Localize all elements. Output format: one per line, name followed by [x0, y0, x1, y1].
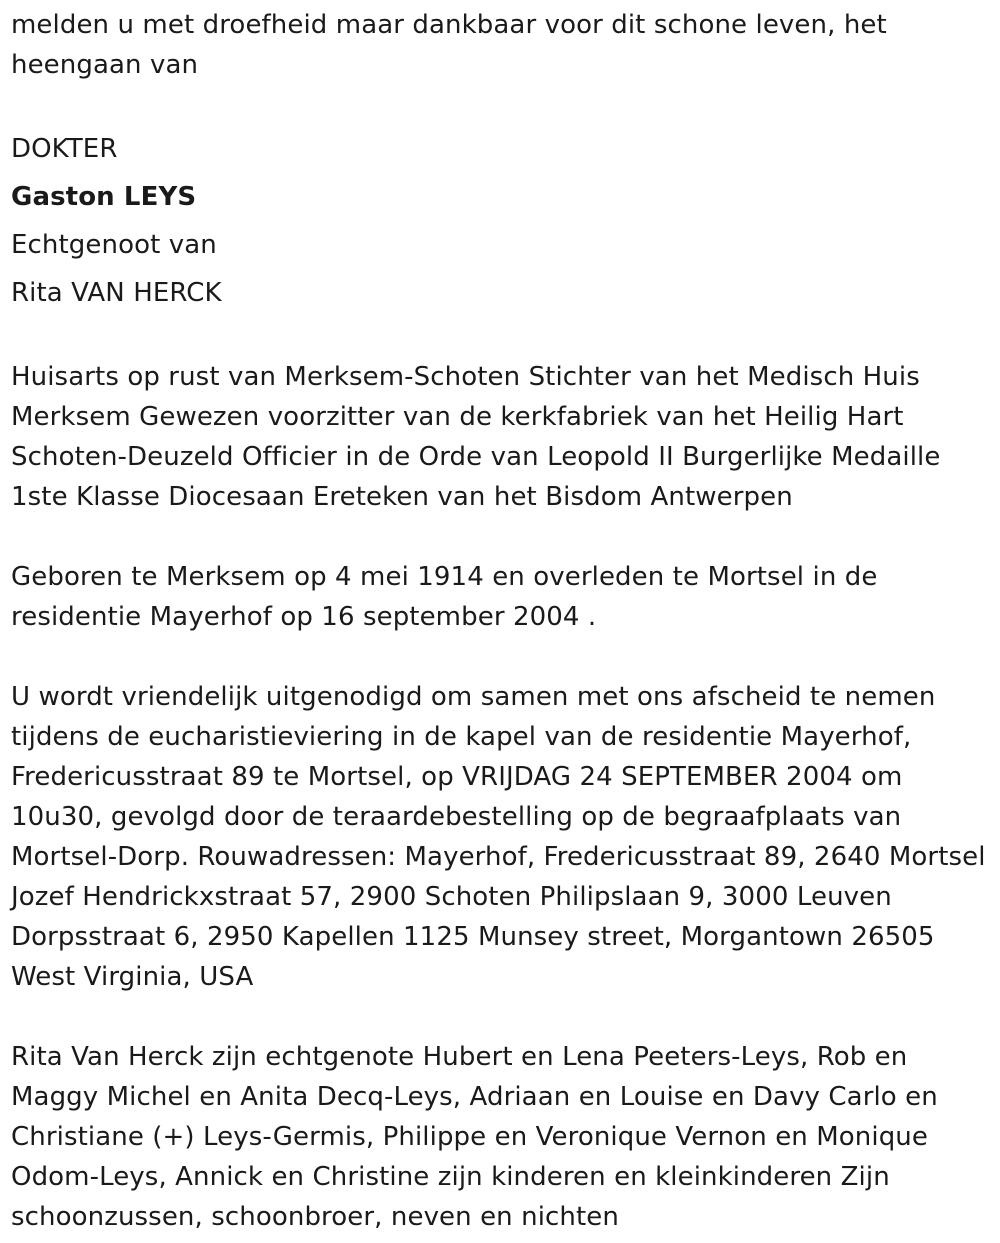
career-paragraph: Huisarts op rust van Merksem-Schoten Stichter van het Medisch Huis Merksem Gewezen voorzitter van de kerkfabriek van het Heilig Hart Schoten-Deuzeld Officier in de Orde van Leopold II Burgerlijke Medaille 1ste Klasse Diocesaan Ereteken van het Bisdom Antwerpen [11, 362, 941, 512]
spacer [11, 85, 991, 125]
intro-paragraph: melden u met droefheid maar dankbaar voor dit schone leven, het heengaan van [11, 10, 887, 80]
family-paragraph: Rita Van Herck zijn echtgenote Hubert en Lena Peeters-Leys, Rob en Maggy Michel en Anita Decq-Leys, Adriaan en Louise en Davy Carlo en Christiane (+) Leys-Germis, Philippe en Veronique Vernon en Monique Odom-Leys, Annick en Christine zijn kinderen en kleinkinderen Zijn schoonzussen, schoonbroer, neven en nichten [11, 1042, 938, 1232]
spacer [11, 637, 991, 677]
spacer [11, 517, 991, 557]
invitation-paragraph: U wordt vriendelijk uitgenodigd om samen met ons afscheid te nemen tijdens de eucharistieviering in de kapel van de residentie Mayerhof, Fredericusstraat 89 te Mortsel, op VRIJDAG 24 SEPTEMBER 2004 om 10u30, gevolgd door de teraardebestelling op de begraafplaats van Mortsel-Dorp. Rouwadressen: Mayerhof, Fredericusstraat 89, 2640 Mortsel Jozef Hendrickxstraat 57, 2900 Schoten Philipslaan 9, 3000 Leuven Dorpsstraat 6, 2950 Kapellen 1125 Munsey street, Morgantown 26505 West Virginia, USA [11, 682, 986, 992]
spacer [11, 997, 991, 1037]
birth-death-paragraph: Geboren te Merksem op 4 mei 1914 en overleden te Mortsel in de residentie Mayerhof op 16 september 2004 . [11, 562, 878, 632]
spouse-name: Rita VAN HERCK [11, 278, 222, 308]
deceased-name: Gaston LEYS [11, 182, 197, 212]
spacer [11, 317, 991, 357]
title-line: DOKTER [11, 134, 118, 164]
obituary-document [11, 5, 991, 1237]
spouse-label: Echtgenoot van [11, 230, 217, 260]
